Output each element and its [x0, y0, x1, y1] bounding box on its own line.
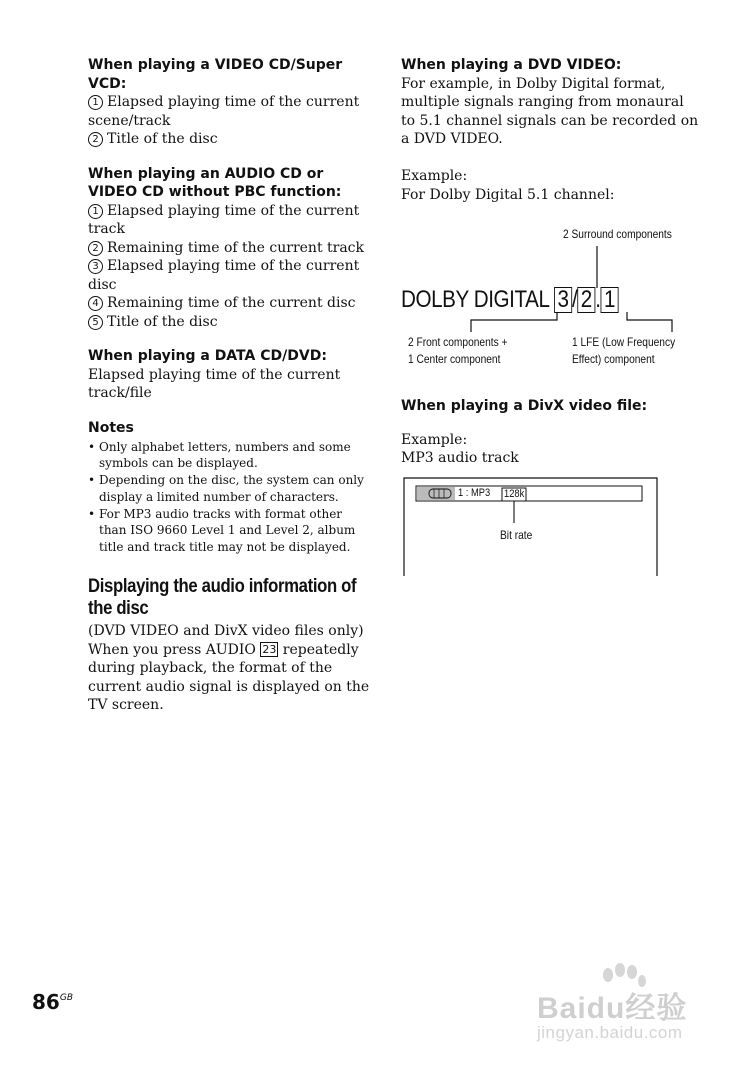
- example-label: Example:: [401, 168, 468, 184]
- audio-info-heading: Displaying the audio information of the disc: [88, 576, 357, 620]
- track-text: 1 : MP3: [458, 487, 491, 499]
- circled-number: 4: [88, 296, 103, 311]
- baidu-watermark: [532, 965, 732, 1065]
- audio-cd-section: [88, 165, 373, 332]
- tv-screen-diagram: [403, 477, 658, 577]
- audio-info-text-post: repeatedly during playback, the format of the current audio signal is displayed on the TV screen.: [88, 641, 370, 714]
- notes-section: [88, 419, 373, 557]
- dvd-video-body: For example, in Dolby Digital format, multiple signals ranging from monaural to 5.1 channel signals can be recorded on a DVD VIDEO.: [401, 75, 699, 147]
- page-number-value: 86: [32, 990, 60, 1014]
- dot: .: [595, 286, 601, 313]
- audio-info-line2: [88, 641, 373, 715]
- list-item: [88, 93, 373, 130]
- bitrate-value: 128k: [504, 488, 525, 500]
- audio-info-text-pre: When you press AUDIO: [88, 641, 261, 658]
- circled-number: 1: [88, 204, 103, 219]
- front-digit-box: 3: [554, 287, 572, 313]
- note-item: • For MP3 audio tracks with format other than ISO 9660 Level 1 and Level 2, album title and track title may not be displayed.: [88, 506, 373, 556]
- notes-list: [88, 439, 373, 557]
- list-item: [88, 257, 373, 294]
- dolby-digital-text: [401, 286, 618, 314]
- item-text: Remaining time of the current disc: [107, 295, 356, 311]
- lfe-label-line2: Effect) component: [572, 352, 655, 366]
- item-text: Elapsed playing time of the current scene/track: [88, 94, 360, 129]
- item-text: Remaining time of the current track: [107, 239, 365, 256]
- watermark-logo: Baidu经验: [537, 992, 688, 1025]
- audio-info-line1: (DVD VIDEO and DivX video files only): [88, 623, 364, 640]
- lfe-label-line1: 1 LFE (Low Frequency: [572, 335, 676, 349]
- note-item: • Only alphabet letters, numbers and some symbols can be displayed.: [88, 439, 373, 473]
- front-label-line2: 1 Center component: [408, 352, 501, 366]
- item-text: Elapsed playing time of the current track: [88, 202, 360, 237]
- page-suffix: GB: [59, 993, 73, 1003]
- list-item: [88, 294, 373, 313]
- page-number: [32, 990, 73, 1014]
- circled-number: 2: [88, 241, 103, 256]
- dolby-digital-diagram: [401, 220, 701, 380]
- notes-title: Notes: [88, 419, 134, 436]
- circled-number: 5: [88, 315, 103, 330]
- slash: /: [571, 286, 578, 313]
- bitrate-label: Bit rate: [500, 528, 533, 542]
- button-reference: 23: [262, 642, 277, 656]
- right-column: [401, 56, 701, 204]
- watermark-url: jingyan.baidu.com: [537, 1023, 683, 1042]
- data-cd-body: Elapsed playing time of the current track/file: [88, 366, 341, 401]
- divx-example-text: MP3 audio track: [401, 450, 519, 466]
- circled-number: 2: [88, 132, 103, 147]
- surround-label: 2 Surround components: [563, 227, 672, 241]
- audio-cd-heading: When playing an AUDIO CD or VIDEO CD without PBC function:: [88, 165, 342, 200]
- divx-example-label: Example:: [401, 431, 468, 448]
- audio-info-section: [88, 576, 373, 715]
- video-cd-heading: When playing a VIDEO CD/Super VCD:: [88, 57, 343, 92]
- circled-number: 1: [88, 95, 103, 110]
- circled-number: 3: [88, 259, 103, 274]
- divx-heading: When playing a DivX video file:: [401, 398, 648, 414]
- video-cd-section: [88, 56, 373, 149]
- list-item: [88, 239, 373, 258]
- front-label-line1: 2 Front components +: [408, 335, 508, 349]
- item-text: Title of the disc: [107, 131, 218, 147]
- surround-digit-box: 2: [577, 287, 595, 313]
- data-cd-heading: When playing a DATA CD/DVD:: [88, 348, 327, 364]
- lfe-digit-box: 1: [601, 287, 619, 313]
- left-column: [88, 56, 373, 731]
- dvd-video-heading: When playing a DVD VIDEO:: [401, 57, 622, 73]
- list-item: [88, 130, 373, 149]
- data-cd-section: [88, 347, 373, 403]
- divx-section: [401, 397, 701, 468]
- item-text: Elapsed playing time of the current disc: [88, 258, 360, 293]
- list-item: [88, 202, 373, 239]
- example-text: For Dolby Digital 5.1 channel:: [401, 186, 615, 203]
- list-item: [88, 313, 373, 332]
- dolby-prefix: DOLBY DIGITAL: [401, 286, 555, 313]
- note-item: • Depending on the disc, the system can only display a limited number of characters.: [88, 472, 373, 506]
- dvd-video-section: [401, 56, 701, 204]
- item-text: Title of the disc: [107, 313, 218, 330]
